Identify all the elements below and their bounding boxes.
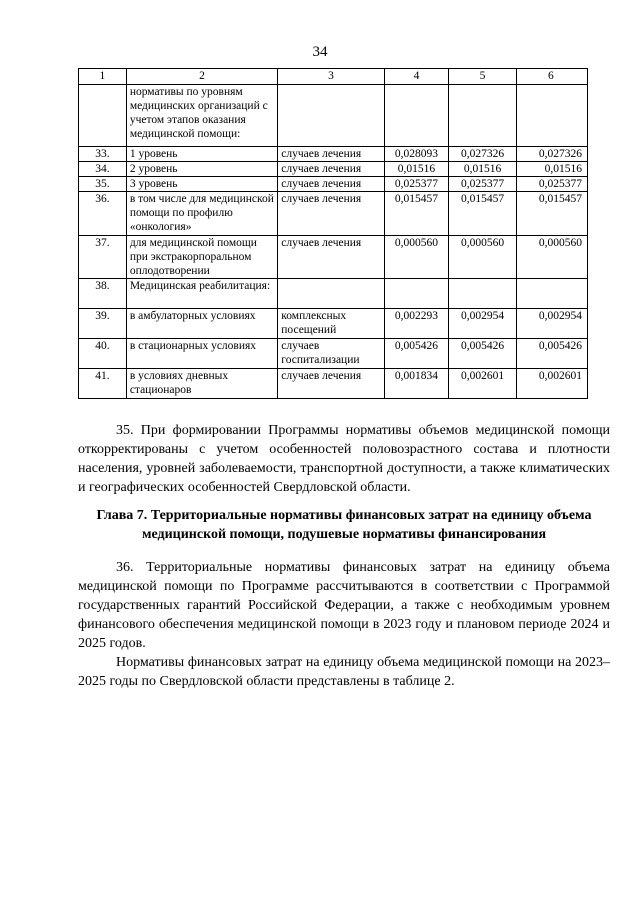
chapter-title: Глава 7. Территориальные нормативы финансовых затрат на единицу объема медицинской помощи, подушевые нормативы финансирования (96, 508, 592, 542)
row-name: для медицинской помощи при экстракорпоральном оплодотворении (126, 236, 277, 279)
row-value-col5: 0,000560 (449, 236, 517, 279)
row-value-col4: 0,000560 (384, 236, 449, 279)
row-value-col4 (384, 85, 449, 147)
row-value-col5 (449, 279, 517, 309)
row-value-col5: 0,002954 (449, 309, 517, 339)
row-number: 35. (79, 177, 127, 192)
header-col-5: 5 (449, 69, 517, 85)
row-value-col6: 0,002954 (516, 309, 587, 339)
table-row (79, 192, 588, 236)
row-value-col6: 0,005426 (516, 339, 587, 369)
row-value-col4: 0,028093 (384, 147, 449, 162)
row-unit: случаев лечения (278, 147, 384, 162)
row-value-col4: 0,01516 (384, 162, 449, 177)
row-number: 40. (79, 339, 127, 369)
table-row (79, 162, 588, 177)
row-name: 3 уровень (126, 177, 277, 192)
row-value-col6: 0,000560 (516, 236, 587, 279)
row-unit: комплексных посещений (278, 309, 384, 339)
row-unit: случаев госпитализации (278, 339, 384, 369)
row-value-col5 (449, 85, 517, 147)
header-col-1: 1 (79, 69, 127, 85)
table-row (79, 309, 588, 339)
row-name: 1 уровень (126, 147, 277, 162)
paragraph-tariff-note: Нормативы финансовых затрат на единицу объема медицинской помощи на 2023–2025 годы по Свердловской области представлены в таблице 2. (78, 655, 610, 689)
row-name: Медицинская реабилитация: (126, 279, 277, 309)
row-number: 36. (79, 192, 127, 236)
row-number: 37. (79, 236, 127, 279)
row-value-col4 (384, 279, 449, 309)
header-col-4: 4 (384, 69, 449, 85)
row-value-col4: 0,025377 (384, 177, 449, 192)
row-unit: случаев лечения (278, 236, 384, 279)
row-value-col4: 0,002293 (384, 309, 449, 339)
row-value-col6: 0,027326 (516, 147, 587, 162)
page-number: 34 (312, 44, 328, 60)
row-name: в том числе для медицинской помощи по профилю «онкология» (126, 192, 277, 236)
table-row (79, 236, 588, 279)
row-value-col6: 0,002601 (516, 369, 587, 399)
table-row (79, 85, 588, 147)
row-number (79, 85, 127, 147)
paragraph-36: 36. Территориальные нормативы финансовых затрат на единицу объема медицинской помощи по Программе рассчитываются в соответствии с Программой государственных гарантий Российской Федерации, а также с необходимым уровнем финансового обеспечения медицинской помощи в 2023 году и плановом периоде 2024 и 2025 годов. (78, 560, 610, 651)
row-value-col4: 0,001834 (384, 369, 449, 399)
table-row (79, 177, 588, 192)
paragraph-35: 35. При формировании Программы нормативы объемов медицинской помощи откорректированы с учетом особенностей половозрастного состава и плотности населения, уровней заболеваемости, транспортной доступности, а также климатических и географических особенностей Свердловской области. (78, 423, 610, 495)
row-name: в условиях дневных стационаров (126, 369, 277, 399)
row-unit: случаев лечения (278, 369, 384, 399)
row-value-col6: 0,01516 (516, 162, 587, 177)
row-value-col4: 0,015457 (384, 192, 449, 236)
row-value-col5: 0,025377 (449, 177, 517, 192)
table-header-row (79, 69, 588, 85)
row-value-col4: 0,005426 (384, 339, 449, 369)
row-number: 39. (79, 309, 127, 339)
table-row (79, 279, 588, 309)
header-col-2: 2 (126, 69, 277, 85)
row-value-col6 (516, 279, 587, 309)
row-value-col6 (516, 85, 587, 147)
table-row (79, 339, 588, 369)
row-unit (278, 279, 384, 309)
row-name: 2 уровень (126, 162, 277, 177)
row-name: нормативы по уровням медицинских организаций с учетом этапов оказания медицинской помощи: (126, 85, 277, 147)
table-row (79, 369, 588, 399)
row-name: в стационарных условиях (126, 339, 277, 369)
row-value-col6: 0,015457 (516, 192, 587, 236)
row-value-col5: 0,015457 (449, 192, 517, 236)
row-value-col5: 0,002601 (449, 369, 517, 399)
row-number: 41. (79, 369, 127, 399)
table-row (79, 147, 588, 162)
norms-table (78, 68, 588, 399)
row-unit: случаев лечения (278, 192, 384, 236)
row-number: 38. (79, 279, 127, 309)
row-unit: случаев лечения (278, 177, 384, 192)
row-unit (278, 85, 384, 147)
row-number: 33. (79, 147, 127, 162)
header-col-6: 6 (516, 69, 587, 85)
header-col-3: 3 (278, 69, 384, 85)
row-value-col6: 0,025377 (516, 177, 587, 192)
row-number: 34. (79, 162, 127, 177)
row-value-col5: 0,01516 (449, 162, 517, 177)
row-name: в амбулаторных условиях (126, 309, 277, 339)
norms-table-body (79, 69, 588, 399)
row-unit: случаев лечения (278, 162, 384, 177)
row-value-col5: 0,005426 (449, 339, 517, 369)
row-value-col5: 0,027326 (449, 147, 517, 162)
